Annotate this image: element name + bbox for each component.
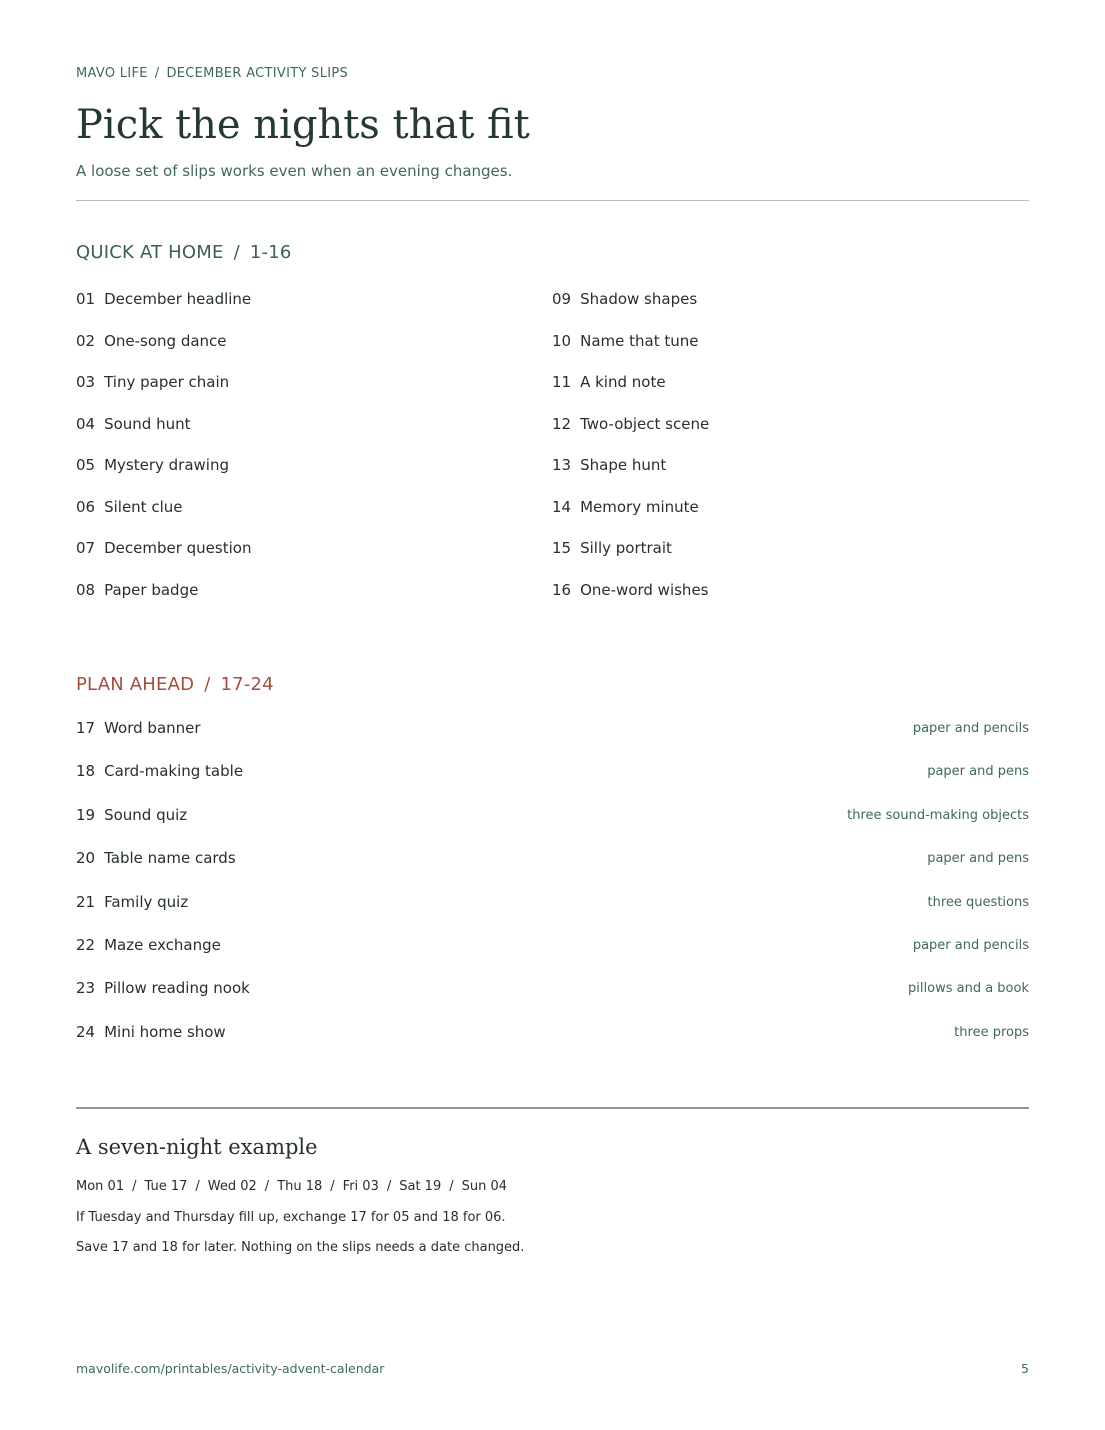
item-number: 20 — [76, 849, 96, 868]
document-page — [76, 0, 1029, 1430]
plan-heading-range: 17-24 — [220, 674, 274, 695]
schedule-night: Wed 02 — [207, 1179, 257, 1194]
item-label — [76, 1011, 226, 1054]
page-number: 5 — [1021, 1361, 1029, 1376]
item-label: Silly portrait — [580, 539, 672, 557]
table-row — [76, 967, 1029, 1010]
item-number: 05 — [76, 456, 96, 474]
item-number: 17 — [76, 719, 96, 737]
list-item — [76, 403, 251, 445]
item-number: 09 — [552, 290, 572, 308]
item-label: Two-object scene — [580, 414, 710, 433]
item-label: Paper badge — [104, 580, 199, 599]
plan-heading-separator: / — [204, 674, 211, 695]
schedule-separator: / — [449, 1179, 454, 1194]
item-label: One-word wishes — [580, 580, 709, 599]
list-item — [76, 278, 251, 320]
table-row — [76, 794, 1029, 837]
schedule-night: Sun 04 — [461, 1179, 508, 1194]
item-supplies: three props — [954, 1024, 1029, 1040]
item-label: Memory minute — [580, 497, 699, 516]
item-label — [76, 881, 188, 924]
quick-section-heading — [76, 242, 292, 263]
schedule-separator: / — [132, 1179, 137, 1194]
list-item — [76, 569, 251, 611]
item-label: Silent clue — [104, 497, 183, 516]
example-note-save: Save 17 and 18 for later. Nothing on the slips needs a date changed. — [76, 1240, 525, 1255]
list-item — [552, 527, 709, 569]
item-label: Tiny paper chain — [104, 373, 230, 391]
item-label — [76, 707, 201, 750]
plan-section-heading — [76, 674, 274, 695]
example-title: A seven-night example — [76, 1135, 318, 1159]
plan-heading-label: PLAN AHEAD — [76, 674, 195, 695]
page-title: Pick the nights that fit — [76, 102, 530, 148]
item-number: 02 — [76, 331, 96, 350]
item-number: 11 — [552, 373, 572, 391]
breadcrumb — [76, 66, 348, 81]
page-subtitle: A loose set of slips works even when an evening changes. — [76, 162, 513, 180]
item-supplies: three questions — [927, 894, 1029, 910]
example-note-exchange: If Tuesday and Thursday fill up, exchange 17 for 05 and 18 for 06. — [76, 1210, 506, 1225]
item-label: Name that tune — [580, 331, 699, 350]
item-title: Maze exchange — [104, 935, 221, 954]
list-item — [552, 278, 709, 320]
item-number: 24 — [76, 1022, 96, 1041]
item-supplies: paper and pens — [927, 851, 1029, 867]
schedule-separator: / — [195, 1179, 200, 1194]
item-number: 07 — [76, 539, 96, 557]
quick-activity-list — [76, 278, 1029, 608]
schedule-separator: / — [330, 1179, 335, 1194]
header-divider — [76, 200, 1029, 201]
table-row — [76, 750, 1029, 793]
item-number: 03 — [76, 373, 96, 391]
table-row — [76, 881, 1029, 924]
quick-heading-range: 1-16 — [249, 242, 292, 263]
item-label: Shape hunt — [580, 456, 667, 474]
item-label: December question — [104, 539, 252, 557]
item-title: Pillow reading nook — [104, 979, 250, 998]
table-row — [76, 707, 1029, 750]
list-item — [76, 361, 251, 403]
list-item — [552, 320, 709, 362]
item-number: 06 — [76, 497, 96, 516]
quick-heading-label: QUICK AT HOME — [76, 242, 224, 263]
item-number: 10 — [552, 331, 572, 350]
table-row — [76, 1011, 1029, 1054]
item-number: 13 — [552, 456, 572, 474]
schedule-night: Sat 19 — [399, 1179, 442, 1194]
list-item — [552, 361, 709, 403]
schedule-night: Thu 18 — [277, 1179, 323, 1194]
schedule-night: Fri 03 — [342, 1179, 379, 1194]
item-number: 15 — [552, 539, 572, 557]
breadcrumb-separator: / — [154, 66, 160, 81]
item-title: Table name cards — [104, 849, 236, 868]
footer-url: mavolife.com/printables/activity-advent-calendar — [76, 1361, 385, 1376]
item-label: One-song dance — [104, 331, 227, 350]
item-label — [76, 924, 221, 967]
breadcrumb-page: DECEMBER ACTIVITY SLIPS — [166, 66, 349, 81]
table-row — [76, 837, 1029, 880]
schedule-separator: / — [386, 1179, 392, 1194]
item-label: December headline — [104, 290, 252, 308]
list-item — [552, 486, 709, 528]
item-number: 23 — [76, 979, 96, 998]
item-supplies: three sound-making objects — [847, 807, 1029, 823]
item-label — [76, 794, 187, 837]
item-label — [76, 967, 250, 1010]
item-supplies: pillows and a book — [908, 981, 1029, 997]
item-number: 21 — [76, 892, 96, 911]
item-title: Family quiz — [104, 892, 189, 911]
list-item — [76, 444, 251, 486]
item-number: 18 — [76, 762, 96, 781]
item-supplies: paper and pens — [927, 764, 1029, 780]
item-title: Mini home show — [104, 1022, 226, 1041]
item-number: 08 — [76, 580, 96, 599]
item-number: 22 — [76, 935, 96, 954]
plan-activity-list — [76, 707, 1029, 1054]
list-item — [552, 569, 709, 611]
item-number: 16 — [552, 580, 572, 599]
item-label: Mystery drawing — [104, 456, 229, 474]
item-label: Shadow shapes — [580, 290, 698, 308]
item-number: 01 — [76, 290, 96, 308]
item-label — [76, 837, 236, 880]
item-title: Sound quiz — [104, 805, 188, 824]
quick-list-right-column — [552, 278, 709, 610]
item-number: 19 — [76, 805, 96, 824]
quick-list-left-column — [76, 278, 251, 610]
quick-heading-separator: / — [233, 242, 240, 263]
item-title: Word banner — [104, 719, 201, 737]
table-row — [76, 924, 1029, 967]
list-item — [76, 320, 251, 362]
example-divider — [76, 1107, 1029, 1109]
item-number: 12 — [552, 414, 572, 433]
schedule-night: Mon 01 — [76, 1179, 125, 1194]
item-label: A kind note — [580, 373, 666, 391]
item-label: Sound hunt — [104, 414, 191, 433]
schedule-separator: / — [264, 1179, 270, 1194]
item-supplies: paper and pencils — [912, 937, 1029, 953]
item-number: 04 — [76, 414, 96, 433]
list-item — [552, 444, 709, 486]
example-schedule — [76, 1179, 507, 1194]
list-item — [76, 527, 251, 569]
item-title: Card-making table — [104, 762, 244, 781]
item-number: 14 — [552, 497, 572, 516]
list-item — [76, 486, 251, 528]
list-item — [552, 403, 709, 445]
item-supplies: paper and pencils — [912, 721, 1029, 736]
breadcrumb-brand: MAVO LIFE — [76, 66, 148, 81]
item-label — [76, 750, 243, 793]
schedule-night: Tue 17 — [144, 1179, 188, 1194]
